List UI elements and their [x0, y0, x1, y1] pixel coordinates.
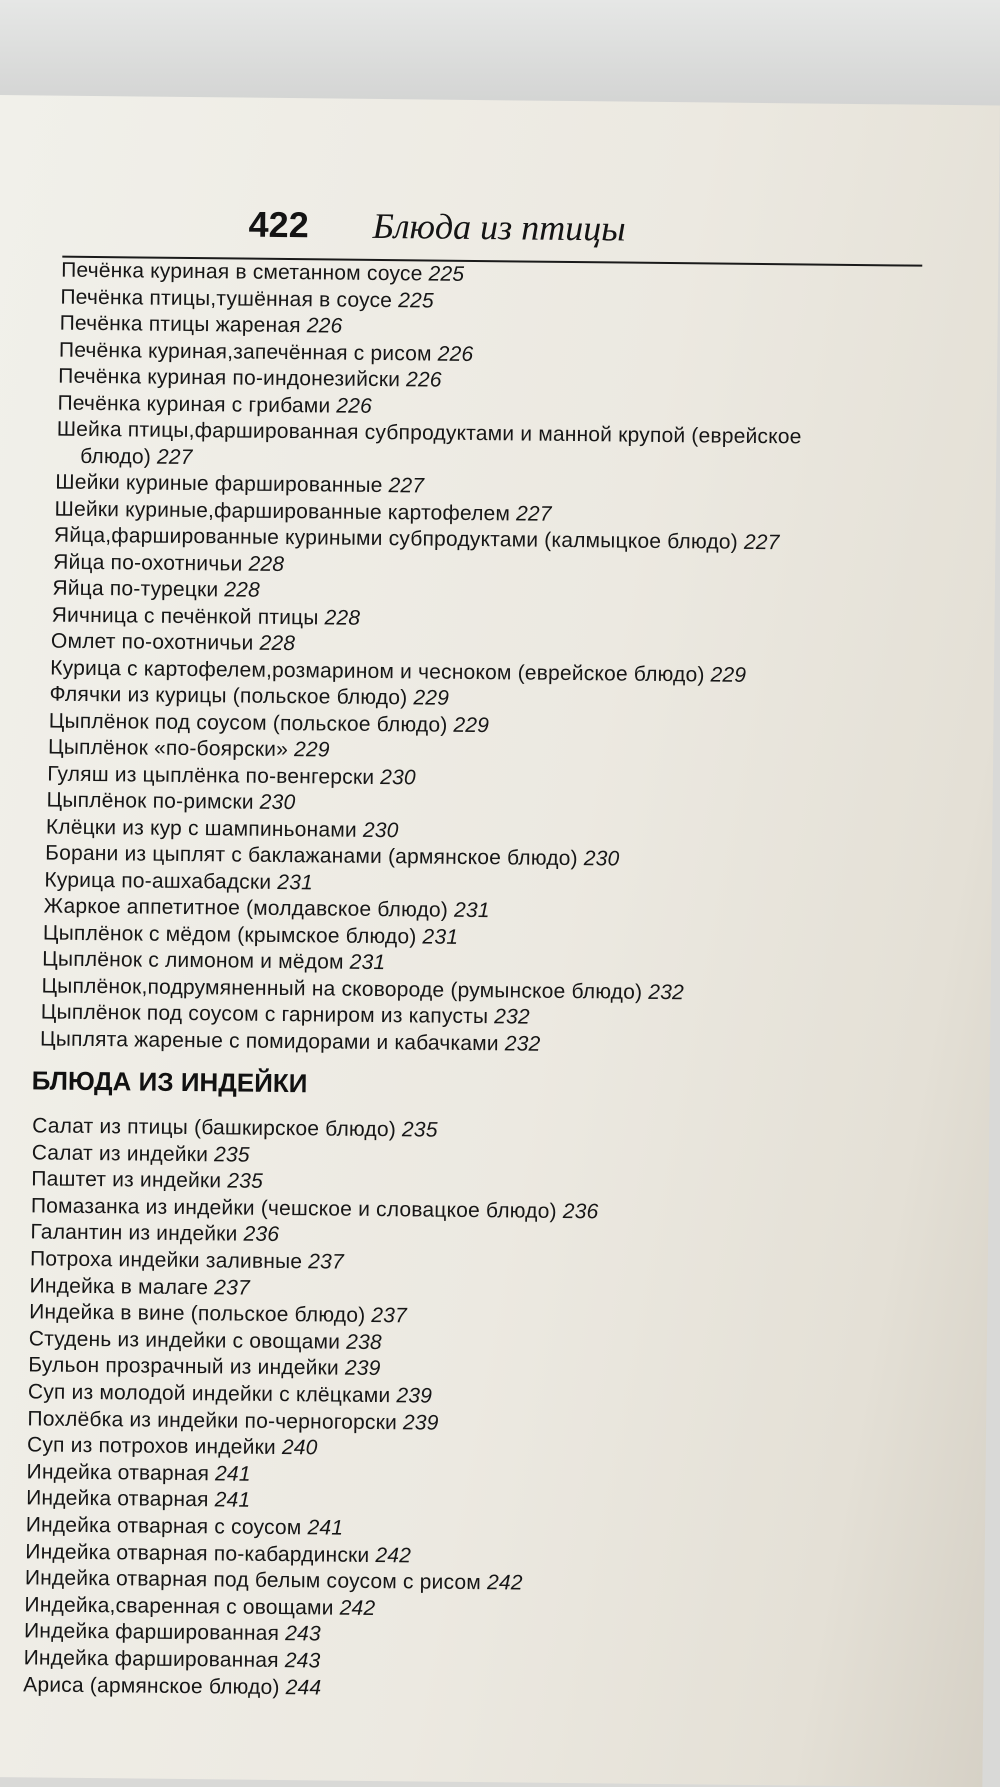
entry-page-number: 227: [156, 445, 193, 469]
entry-title: Шейка птицы,фаршированная субпродуктами и манной крупой (еврейское: [56, 417, 802, 449]
entry-page-number: 241: [214, 1488, 251, 1513]
entry-page-number: 241: [307, 1516, 344, 1540]
entry-page-number: 231: [422, 924, 459, 949]
index-entry: [51, 629, 295, 658]
index-entry: [47, 761, 416, 791]
entry-page-number: 239: [402, 1410, 439, 1435]
entry-page-number: 230: [362, 818, 399, 842]
entry-title: Индейка отварная с соусом: [25, 1513, 302, 1540]
entry-page-number: 235: [213, 1142, 250, 1167]
entry-page-number: 231: [349, 950, 386, 975]
index-entry: [46, 814, 399, 844]
entry-page-number: 243: [284, 1649, 321, 1673]
entry-title: Салат из индейки: [31, 1140, 209, 1166]
entry-title: Омлет по-охотничьи: [50, 629, 254, 655]
entry-title: Печёнка птицы жареная: [59, 311, 301, 338]
entry-title: Паштет из индейки: [31, 1167, 222, 1193]
index-entry: [60, 284, 434, 314]
entry-title: Печёнка птицы,тушённая в соусе: [60, 285, 393, 312]
entry-title: Яичница с печёнкой птицы: [51, 603, 319, 629]
entry-title: Индейка отварная по-кабардински: [25, 1539, 370, 1567]
index-entry: [23, 1672, 321, 1701]
index-entry: [49, 708, 490, 739]
entry-page-number: 228: [224, 578, 261, 602]
entry-page-number: 226: [405, 368, 442, 392]
entry-page-number: 236: [562, 1199, 599, 1224]
entry-title: Цыплёнок под соусом с гарниром из капусты: [40, 1000, 489, 1029]
entry-page-number: 237: [308, 1250, 345, 1274]
index-entry: [49, 682, 449, 712]
index-entry: [48, 735, 330, 764]
entry-title: Яйца по-охотничьи: [53, 550, 243, 576]
entry-page-number: 232: [648, 980, 685, 1004]
entry-page-number: 237: [214, 1275, 251, 1300]
index-entry: [27, 1406, 438, 1436]
entry-title: Цыплята жареные с помидорами и кабачками: [39, 1026, 499, 1055]
index-entry: [52, 602, 361, 631]
entry-title: Курица по-ашхабадски: [44, 868, 272, 894]
entry-title: Индейка отварная: [26, 1486, 209, 1512]
entry-title: Гуляш из цыплёнка по-венгерски: [47, 762, 375, 789]
entry-page-number: 243: [285, 1622, 321, 1646]
index-entry: [60, 311, 343, 340]
entry-title: Потроха индейки заливные: [29, 1247, 303, 1274]
entry-page-number: 235: [227, 1169, 264, 1193]
index-entry: [29, 1300, 407, 1330]
index-entry: [30, 1246, 344, 1275]
entry-page-number: 232: [494, 1005, 530, 1029]
section-heading-turkey: БЛЮДА ИЗ ИНДЕЙКИ: [31, 1065, 308, 1099]
entry-page-number: 229: [453, 713, 490, 737]
entry-page-number: 239: [396, 1384, 433, 1408]
index-entry: [55, 470, 424, 500]
entry-title: Суп из молодой индейки с клёцками: [27, 1380, 391, 1408]
entry-page-number: 230: [380, 765, 416, 789]
index-entry: [42, 946, 385, 976]
entry-title: Салат из птицы (башкирское блюдо): [32, 1114, 397, 1142]
entry-page-number: 232: [504, 1031, 541, 1056]
entry-title: Цыплёнок с мёдом (крымское блюдо): [42, 920, 417, 948]
entry-page-number: 230: [259, 790, 296, 815]
entry-title: Шейки куриные,фаршированные картофелем: [54, 497, 511, 525]
index-entry: [44, 894, 490, 925]
entry-title: Борани из цыплят с баклажанами (армянское блюдо): [45, 841, 578, 871]
index-entry: [25, 1539, 411, 1569]
entry-page-number: 242: [339, 1596, 376, 1620]
entry-title: Печёнка куриная в сметанном соусе: [61, 258, 423, 286]
entry-page-number: 228: [324, 605, 361, 630]
index-entry: [43, 920, 458, 950]
index-entry: [28, 1379, 432, 1409]
entry-title: Галантин из индейки: [30, 1220, 238, 1246]
background-surface: [0, 0, 1000, 110]
entry-page-number: 226: [306, 314, 343, 338]
index-entry: [30, 1220, 279, 1249]
index-entry: [32, 1140, 250, 1168]
entry-title: Жаркое аппетитное (молдавское блюдо): [43, 894, 449, 922]
entry-page-number: 240: [281, 1436, 318, 1460]
entry-title: Бульон прозрачный из индейки: [28, 1353, 340, 1381]
entry-title: Цыплёнок с лимоном и мёдом: [42, 947, 344, 974]
entry-page-number: 225: [398, 288, 434, 313]
index-entry: [44, 867, 313, 896]
entry-page-number: 244: [285, 1675, 322, 1700]
index-entry: [29, 1273, 250, 1301]
index-entry: [52, 576, 260, 604]
entry-page-number: 228: [259, 631, 296, 656]
entry-title: Индейка фаршированная: [23, 1619, 280, 1646]
entry-page-number: 230: [583, 847, 620, 871]
index-entry: [26, 1512, 344, 1541]
entry-title: Яйца,фаршированные куриными субпродуктами (калмыцкое блюдо): [53, 523, 739, 554]
entry-title: Цыплёнок по-римски: [46, 788, 254, 814]
entry-title: Цыплёнок под соусом (польское блюдо): [48, 709, 448, 737]
entry-page-number: 226: [336, 394, 373, 418]
entry-page-number: 227: [743, 530, 780, 555]
index-entry: [23, 1645, 320, 1674]
entry-page-number: 226: [437, 342, 474, 366]
entry-title: Цыплёнок «по-боярски»: [47, 735, 289, 762]
index-entry: [32, 1113, 438, 1143]
entry-title: Яйца по-турецки: [52, 576, 219, 602]
index-entry: [28, 1353, 380, 1383]
entry-title: Клёцки из кур с шампиньонами: [45, 815, 358, 842]
index-entry: [53, 549, 284, 577]
entry-title: Печёнка куриная с грибами: [57, 391, 331, 417]
index-entry: [24, 1592, 375, 1622]
entry-page-number: 241: [214, 1462, 251, 1486]
index-entry: [80, 443, 193, 470]
entry-title: Суп из потрохов индейки: [26, 1433, 277, 1460]
index-entry: [59, 337, 474, 367]
page-header: [62, 196, 923, 267]
entry-page-number: 228: [248, 552, 285, 576]
entry-title: Индейка в вине (польское блюдо): [29, 1300, 366, 1328]
entry-title: Индейка,сваренная с овощами: [24, 1593, 334, 1620]
entry-page-number: 238: [346, 1330, 382, 1354]
entry-page-number: 231: [453, 898, 490, 923]
entry-title: Индейка фаршированная: [23, 1646, 279, 1673]
index-entry: [31, 1167, 263, 1195]
entry-title: Студень из индейки с овощами: [28, 1327, 341, 1354]
entry-title: Ариса (армянское блюдо): [23, 1672, 280, 1699]
entry-title: Цыплёнок,подрумяненный на сковороде (румынское блюдо): [41, 973, 643, 1004]
entry-page-number: 227: [388, 474, 425, 498]
entry-page-number: 231: [277, 870, 314, 894]
section-title: Блюда из птицы: [372, 205, 626, 249]
entry-title: Печёнка куриная по-индонезийски: [58, 364, 401, 392]
index-entry: [40, 1026, 541, 1057]
entry-page-number: 242: [486, 1571, 523, 1595]
entry-title: Шейки куриные фаршированные: [55, 470, 383, 498]
entry-page-number: 229: [293, 738, 330, 762]
entry-page-number: 237: [371, 1304, 408, 1328]
index-entry: [29, 1326, 382, 1356]
entry-page-number: 235: [401, 1118, 438, 1142]
index-entry: [27, 1433, 318, 1462]
entry-title: блюдо): [80, 444, 152, 469]
index-entry: [58, 364, 442, 394]
entry-title: Курица с картофелем,розмарином и чесноком (еврейское блюдо): [50, 656, 705, 686]
entry-title: Печёнка куриная,запечённая с рисом: [58, 338, 432, 366]
entry-title: Индейка в малаге: [29, 1273, 209, 1299]
entry-page-number: 227: [515, 501, 552, 526]
entry-page-number: 229: [710, 662, 747, 687]
entry-title: Помазанка из индейки (чешское и словацкое блюдо): [30, 1194, 557, 1223]
entry-page-number: 225: [428, 262, 465, 286]
page-number: 422: [248, 203, 309, 246]
index-entry: [26, 1486, 250, 1514]
entry-title: Похлёбка из индейки по-черногорски: [27, 1406, 398, 1434]
index-entry: [57, 390, 372, 419]
entry-page-number: 236: [243, 1223, 280, 1247]
entry-title: Индейка отварная: [26, 1460, 210, 1486]
index-entry: [46, 788, 295, 817]
index-entry: [26, 1459, 250, 1487]
entry-title: Индейка отварная под белым соусом с рисом: [24, 1566, 482, 1595]
entry-page-number: 229: [413, 686, 450, 710]
entry-page-number: 239: [344, 1357, 381, 1381]
book-page: [0, 95, 1000, 1787]
entry-title: Флячки из курицы (польское блюдо): [49, 682, 408, 710]
index-entry: [24, 1619, 321, 1648]
entry-page-number: 242: [375, 1543, 412, 1567]
index-entry: [61, 258, 464, 288]
